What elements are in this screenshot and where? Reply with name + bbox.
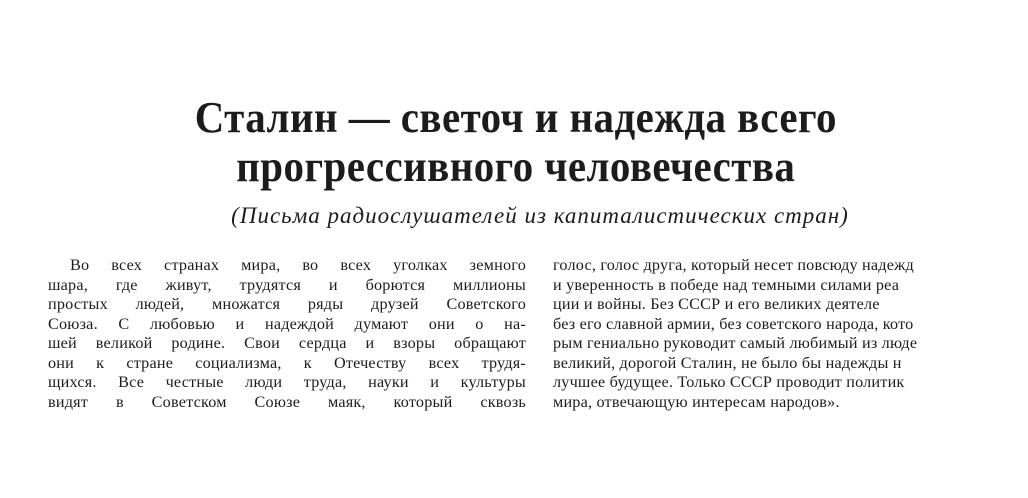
text-line: великий, дорогой Сталин, не было бы надежды н	[553, 353, 902, 372]
text-line: голос, голос друга, который несет повсюду надежд	[553, 256, 914, 274]
text-line: и уверенность в победе над темными силами реа	[553, 275, 900, 294]
text-line: щихся. Все честные люди труда, науки и культуры	[48, 373, 526, 391]
text-line: рым гениально руководит самый любимый из люде	[553, 334, 918, 352]
text-line: без его славной армии, без советского народа, кото	[553, 314, 914, 333]
headline-line-1: Сталин — светоч и надежда всего	[194, 93, 837, 142]
text-line: мира, отвечающую интересам народов».	[553, 392, 840, 411]
text-line: лучшее будущее. Только СССР проводит политик	[553, 373, 905, 391]
text-line: Союза. С любовью и надеждой думают они о на-	[48, 314, 526, 333]
text-line: шара, где живут, трудятся и борются миллионы	[48, 275, 526, 294]
text-line: ции и войны. Без СССР и его великих деятеле	[553, 295, 880, 313]
text-line: Во всех странах мира, во всех уголках земного	[70, 256, 526, 274]
right-text-column	[553, 256, 1028, 412]
subtitle: (Письма радиослушателей из капиталистических стран)	[231, 203, 849, 228]
left-text-column	[48, 256, 526, 412]
text-line: видят в Советском Союзе маяк, который сквозь	[48, 392, 526, 411]
headline-line-2: прогрессивного человечества	[236, 142, 796, 191]
text-line: шей великой родине. Свои сердца и взоры обращают	[48, 334, 526, 352]
text-line: простых людей, множатся ряды друзей Советского	[48, 295, 526, 313]
text-line: они к стране социализма, к Отечеству всех трудя-	[48, 353, 526, 372]
